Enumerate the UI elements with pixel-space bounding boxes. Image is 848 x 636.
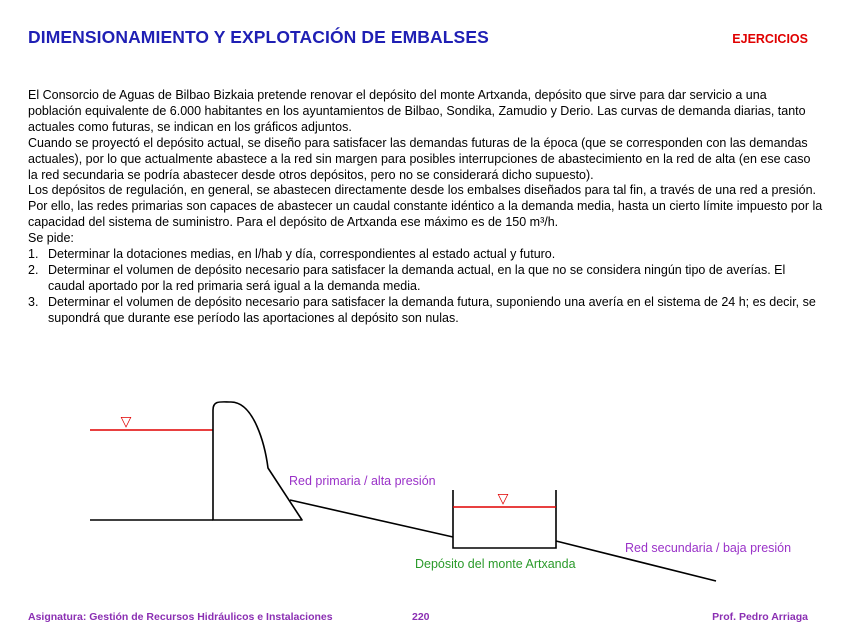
ask-heading: Se pide: xyxy=(28,231,74,246)
tank-water-symbol: ▽ xyxy=(497,491,509,507)
question-text: Determinar el volumen de depósito necesario para satisfacer la demanda actual, en la que no se considera ningún tipo de averías. El caudal aportado por la red primaria será igual a la demanda media. xyxy=(48,262,786,293)
label-primary-network: Red primaria / alta presión xyxy=(289,474,436,488)
question-number: 1. xyxy=(28,247,39,262)
paragraph-supply: Los depósitos de regulación, en general, se abastecen directamente desde los embalses diseñados para tal fin, a través de una red a presión. Por ello, las redes primarias son capaces de abastecer un caudal constante idéntico a la demanda media, hasta un cierto límite impuesto por la capacidad del sistema de suministro. Para el depósito de Artxanda ese máximo es de 150 m³/h. xyxy=(28,183,823,230)
question-number: 3. xyxy=(28,294,39,309)
page-number: 220 xyxy=(412,611,430,623)
question-text: Determinar la dotaciones medias, en l/hab y día, correspondientes al estado actual y futuro. xyxy=(48,247,556,262)
footer-course: Asignatura: Gestión de Recursos Hidráulicos e Instalaciones xyxy=(28,611,333,623)
question-text: Determinar el volumen de depósito necesario para satisfacer la demanda futura, suponiendo una avería en el sistema de 24 h; es decir, se supondrá que durante ese período las aportaciones al depósito son nulas. xyxy=(48,294,816,325)
paragraph-intro: El Consorcio de Aguas de Bilbao Bizkaia pretende renovar el depósito del monte Artxanda, depósito que sirve para dar servicio a una población equivalente de 6.000 habitantes en los ayuntamientos de Bilbao, Sondika, Zamudio y Derio. Las curvas de demanda diarias, tanto actuales como futuras, se indican en los gráficos adjuntos. xyxy=(28,88,806,134)
primary-pipe xyxy=(290,500,453,537)
page-title: DIMENSIONAMIENTO Y EXPLOTACIÓN DE EMBALSES xyxy=(28,27,489,47)
section-tag: EJERCICIOS xyxy=(732,32,808,46)
paragraph-history: Cuando se proyectó el depósito actual, se diseño para satisfacer las demandas futuras de la época (que se corresponden con las demandas actuales), por lo que actualmente abastece a la red sin margen para posibles interrupciones de abastecimiento en la red de alta (en ese caso la red secundaria se podría abastecer desde otros depósitos, pero no se considerará dicho supuesto). xyxy=(28,135,811,182)
reservoir-water-symbol: ▽ xyxy=(120,414,132,430)
question-number: 2. xyxy=(28,262,39,277)
dam-shape xyxy=(213,402,302,520)
footer-author: Prof. Pedro Arriaga xyxy=(712,611,808,623)
label-tank: Depósito del monte Artxanda xyxy=(415,557,576,571)
label-secondary-network: Red secundaria / baja presión xyxy=(625,541,792,555)
